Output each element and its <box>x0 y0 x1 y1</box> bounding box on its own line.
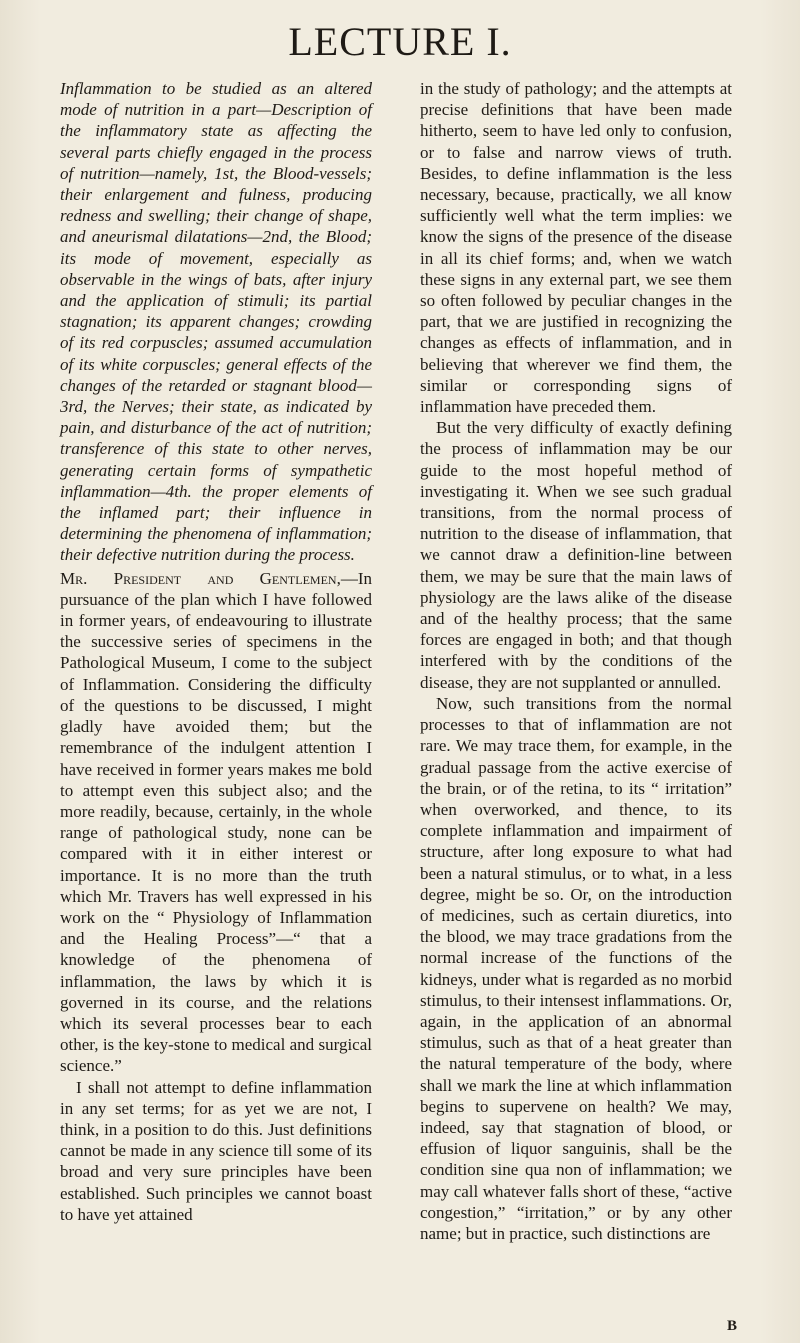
opening-paragraph <box>60 568 372 1077</box>
salutation: Mr. President and Gentlemen, <box>60 568 341 588</box>
definition-paragraph: I shall not attempt to define inflammation in any set terms; for as yet we are not, I think, in a position to do this. Just definitions cannot be made in any science till some of its broad and very sure principles have been established. Such principles we cannot boast to have yet attained <box>60 1077 372 1224</box>
signature-mark: B <box>727 1318 738 1334</box>
transitions-paragraph: Now, such transitions from the normal processes to that of inflammation are not rare. We may trace them, for example, in the gradual passage from the active exercise of the brain, or of the retina, to its “ irritation” when overworked, and thence, to its complete inflammation and impairment of structure, after long exposure to what had been a natural stimulus, or to what, in a less degree, might be so. Or, on the introduction of medicines, such as certain diuretics, into the blood, we may trace gradations from the normal increase of the functions of the kidneys, under what is regarded as no morbid stimulus, to their intensest inflammations. Or, again, in the application of an abnormal stimulus, such as that of a heat greater than the natural temperature of the body, where shall we mark the line at which inflammation begins to supervene on health? We may, indeed, say that stagnation of blood, or effusion of liquor sanguinis, shall be the condition sine qua non of inflammation; we may call whatever falls short of these, “active congestion,” “irritation,” or by any other name; but in practice, such distinctions are <box>420 693 732 1243</box>
continued-paragraph: in the study of pathology; and the attempts at precise definitions that have been made hitherto, seem to have led only to confusion, or to false and narrow views of truth. Besides, to define inflammation is the less necessary, because, practically, we all know sufficiently well what the term implies: we know the signs of the presence of the disease in all its chief forms; and, when we watch these signs in any external part, we see them so often followed by peculiar changes in the part, that we are justified in recognizing the changes as effects of inflammation, and in believing that wherever we find them, the similar or corresponding signs of inflammation have preceded them. <box>420 79 732 417</box>
left-column <box>60 78 372 1225</box>
lecture-summary: Inflammation to be studied as an altered mode of nutrition in a part—Description of the inflammatory state as affecting the several parts chiefly engaged in the process of nutrition—namely, 1st, the Blood-vessels; their enlargement and fulness, producing redness and swelling; their change of shape, and aneurismal dilatations—2nd, the Blood; its mode of movement, especially as observable in the wings of bats, after injury and the application of stimuli; its partial stagnation; its apparent changes; crowding of its red corpuscles; assumed accumulation of its white corpuscles; general effects of the changes of the retarded or stagnant blood—3rd, the Nerves; their state, as indicated by pain, and disturbance of the act of nutrition; transference of this state to other nerves, generating certain forms of sympathetic inflammation—4th. the proper elements of the inflamed part; their influence in determining the phenomena of inflammation; their defective nutrition during the process. <box>60 79 372 565</box>
difficulty-paragraph: But the very difficulty of exactly defining the process of inflammation may be our guide to the most hopeful method of investigating it. When we see such gradual transitions, from the normal process of nutrition to the disease of inflammation, that we cannot draw a definition-line between them, we may be sure that the main laws of physiology are the laws alike of the disease and of the healthy process; that the same forces are engaged in both; and that though interfered with by the conditions of the disease, they are not supplanted or annulled. <box>420 418 732 692</box>
page-title: LECTURE I. <box>288 19 512 64</box>
opening-paragraph-text: —In pursuance of the plan which I have followed in former years, of endeavouring to illustrate the successive series of specimens in the Pathological Museum, I come to the subject of Inflammation. Considering the difficulty of the questions to be discussed, I might gladly have avoided them; but the remembrance of the indulgent attention I have received in former years makes me bold to attempt even this subject also; and the more readily, because, certainly, in the whole range of pathological study, none can be compared with it in either interest or importance. It is no more than the truth which Mr. Travers has well expressed in his work on the “ Physiology of Inflammation and the Healing Process”—“ that a knowledge of the phenomena of inflammation, the laws by which it is governed in its course, and the relations which its several processes bear to each other, is the key-stone to medical and surgical science.” <box>60 568 372 1076</box>
right-column <box>420 78 732 1244</box>
